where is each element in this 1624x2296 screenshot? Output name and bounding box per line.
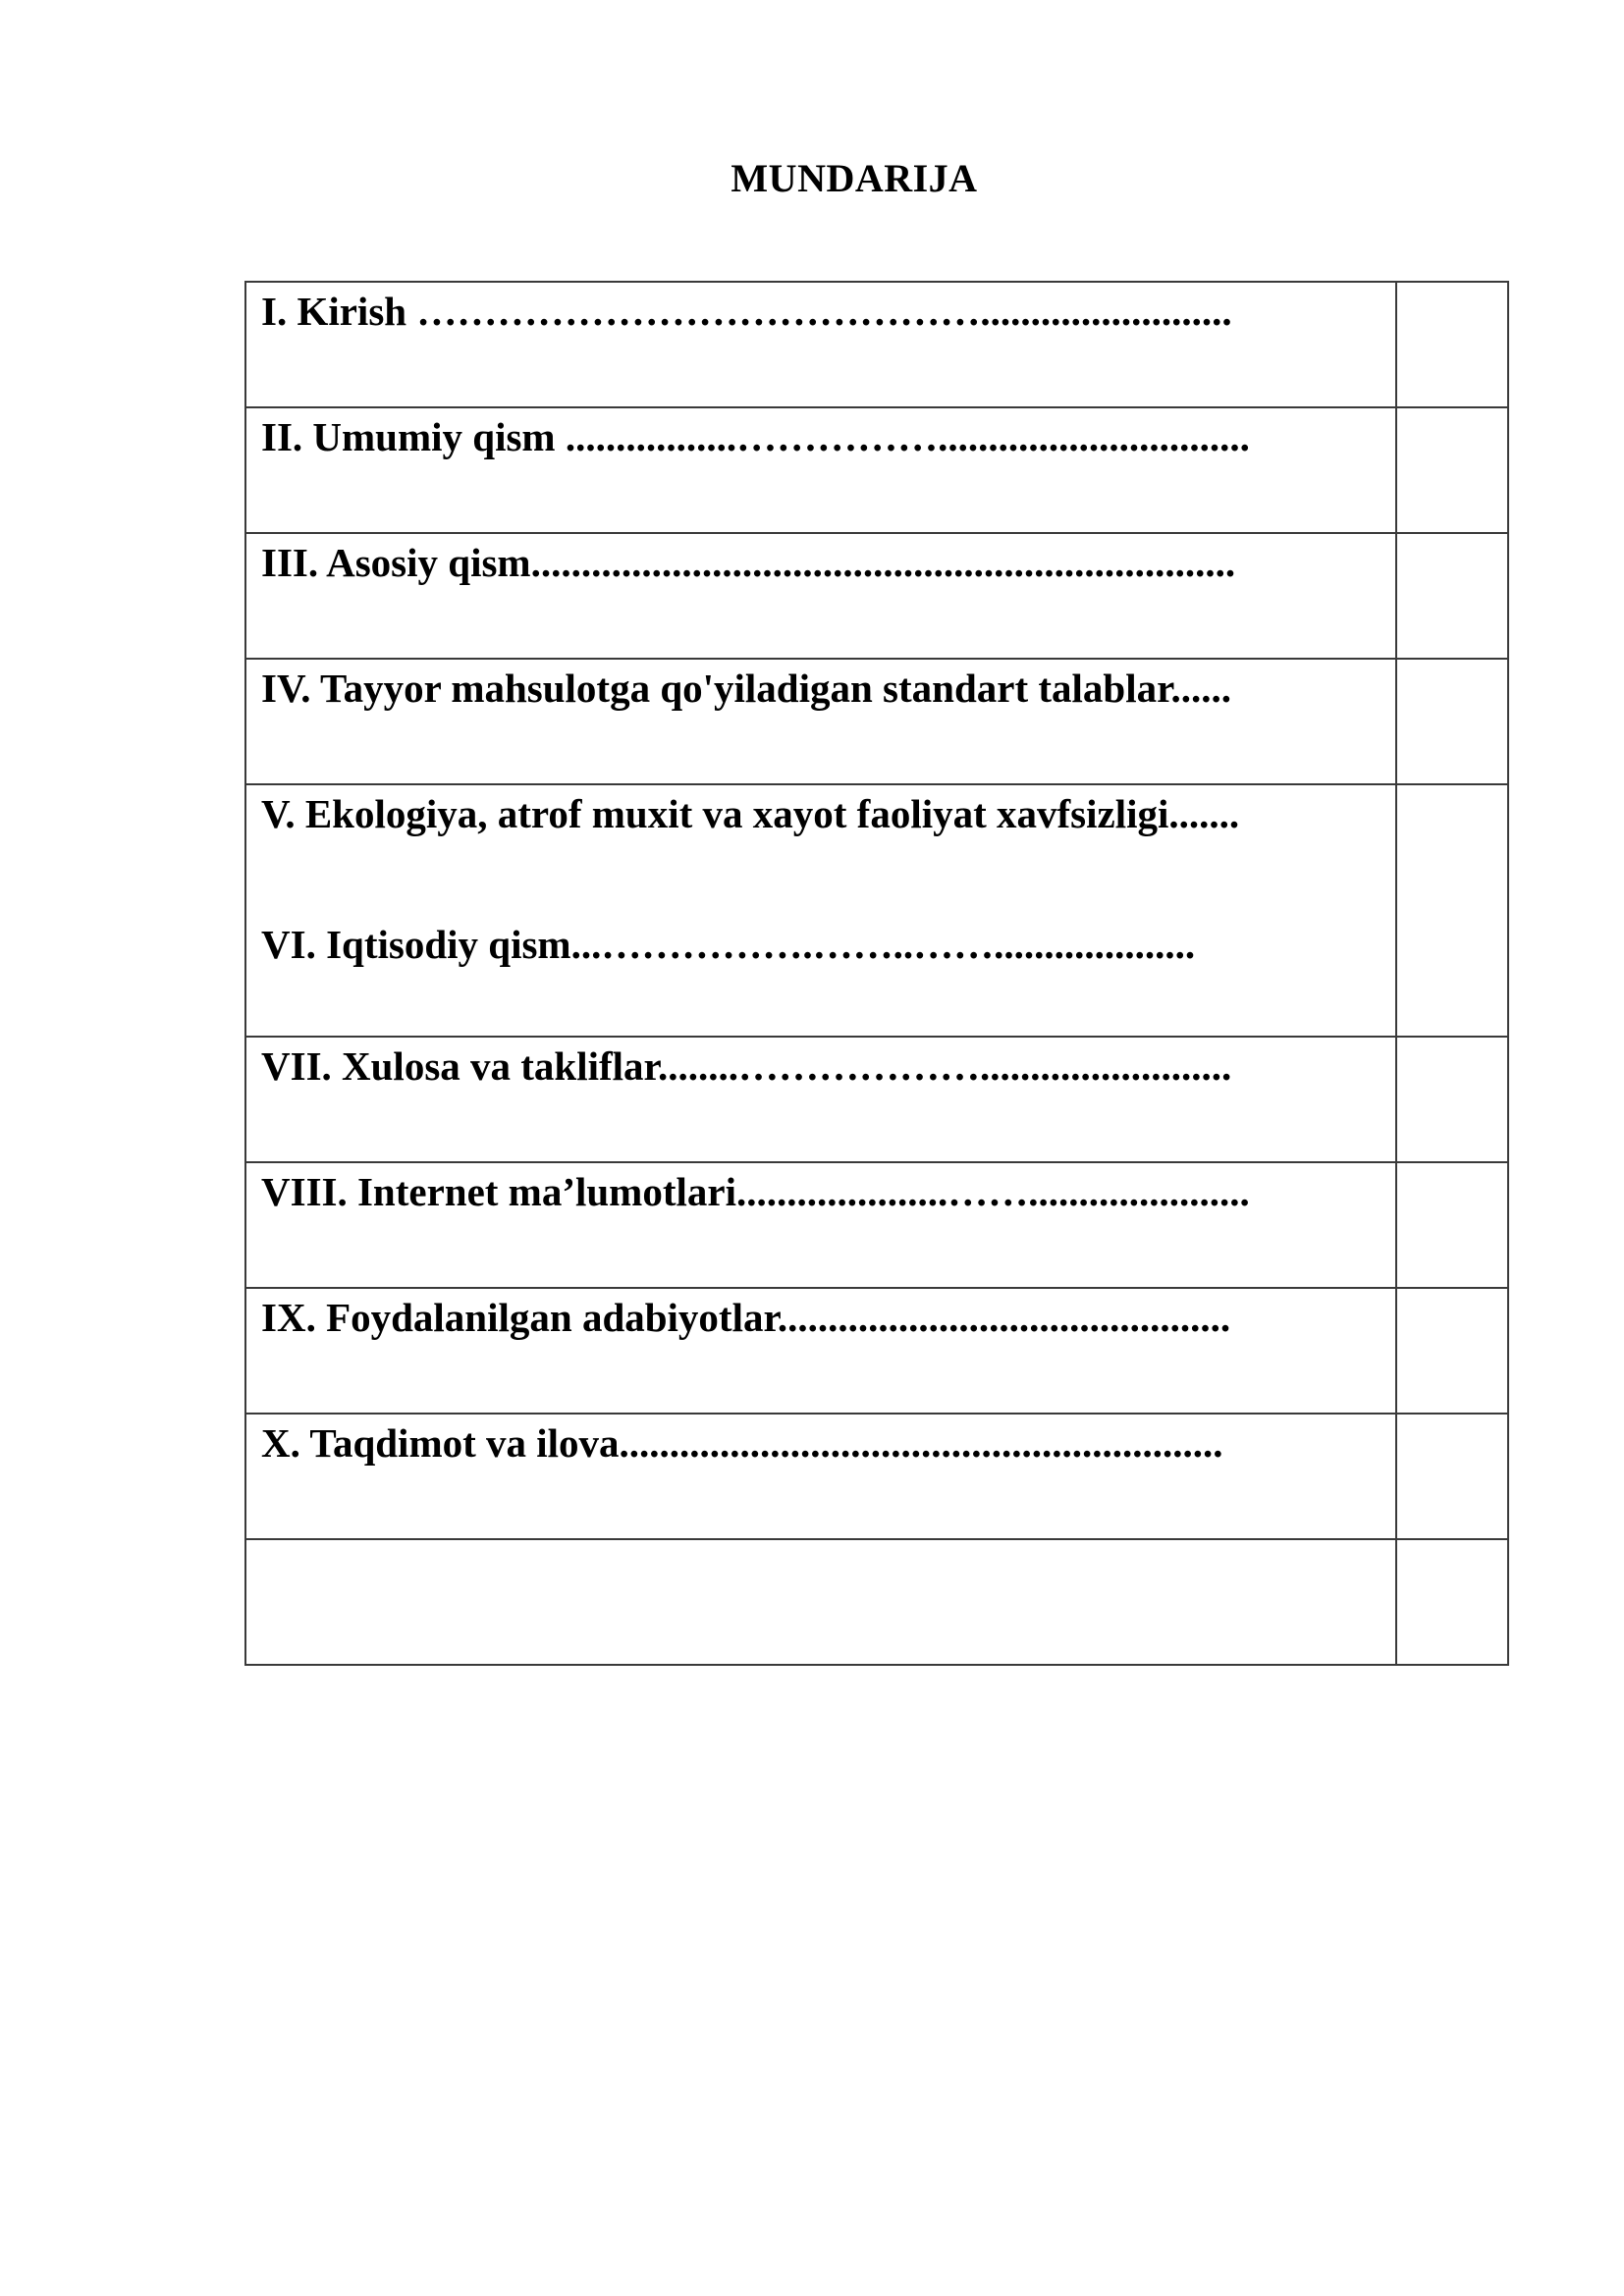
table-row	[245, 533, 1508, 659]
table-row	[245, 282, 1508, 407]
toc-entry-umumiy-qism: II. Umumiy qism .................……………...............................	[261, 414, 1250, 459]
page-number-cell	[1396, 1288, 1508, 1414]
toc-entry-standart-talablar: IV. Tayyor mahsulotga qo'yiladigan standart talablar......	[261, 666, 1232, 711]
page-number-cell	[1396, 659, 1508, 784]
page-number-cell	[1396, 1162, 1508, 1288]
toc-entry-cell	[245, 1414, 1396, 1539]
toc-entry-asosiy-qism: III. Asosiy qism......................................................................	[261, 540, 1236, 585]
page-number-cell	[1396, 1037, 1508, 1162]
toc-entry-internet: VIII. Internet ma’lumotlari.....................……......................	[261, 1169, 1250, 1214]
table-row	[245, 1539, 1508, 1665]
table-row	[245, 1414, 1508, 1539]
table-row	[245, 1288, 1508, 1414]
toc-entry-cell	[245, 659, 1396, 784]
toc-entry-xulosa: VII. Xulosa va takliflar........……………….........................	[261, 1043, 1232, 1089]
toc-entry-adabiyotlar: IX. Foydalanilgan adabiyotlar.............................................	[261, 1295, 1231, 1340]
table-row	[245, 407, 1508, 533]
page-number-cell	[1396, 282, 1508, 407]
page-number-cell	[1396, 784, 1508, 1037]
toc-entry-cell	[245, 784, 1396, 1037]
toc-entry-taqdimot: X. Taqdimot va ilova............................................................	[261, 1420, 1223, 1466]
toc-entry-cell	[245, 1037, 1396, 1162]
page-number-cell	[1396, 533, 1508, 659]
table-row	[245, 1162, 1508, 1288]
toc-entry-cell	[245, 407, 1396, 533]
toc-entry-cell	[245, 282, 1396, 407]
table-row	[245, 1037, 1508, 1162]
page-number-cell	[1396, 1414, 1508, 1539]
toc-entry-cell	[245, 533, 1396, 659]
page-number-cell-empty	[1396, 1539, 1508, 1665]
toc-entry-cell-empty	[245, 1539, 1396, 1665]
table-row	[245, 659, 1508, 784]
toc-entry-iqtisodiy-qism: VI. Iqtisodiy qism...…………….……..……....................	[261, 922, 1196, 967]
table-of-contents	[244, 281, 1509, 1666]
toc-entry-cell	[245, 1162, 1396, 1288]
toc-entry-ekologiya: V. Ekologiya, atrof muxit va xayot faoliyat xavfsizligi.......	[261, 791, 1240, 836]
page-title: MUNDARIJA	[731, 156, 978, 200]
toc-entry-cell	[245, 1288, 1396, 1414]
toc-entry-kirish: I. Kirish …………………………………….........................	[261, 289, 1232, 334]
table-row	[245, 784, 1508, 1037]
page-number-cell	[1396, 407, 1508, 533]
